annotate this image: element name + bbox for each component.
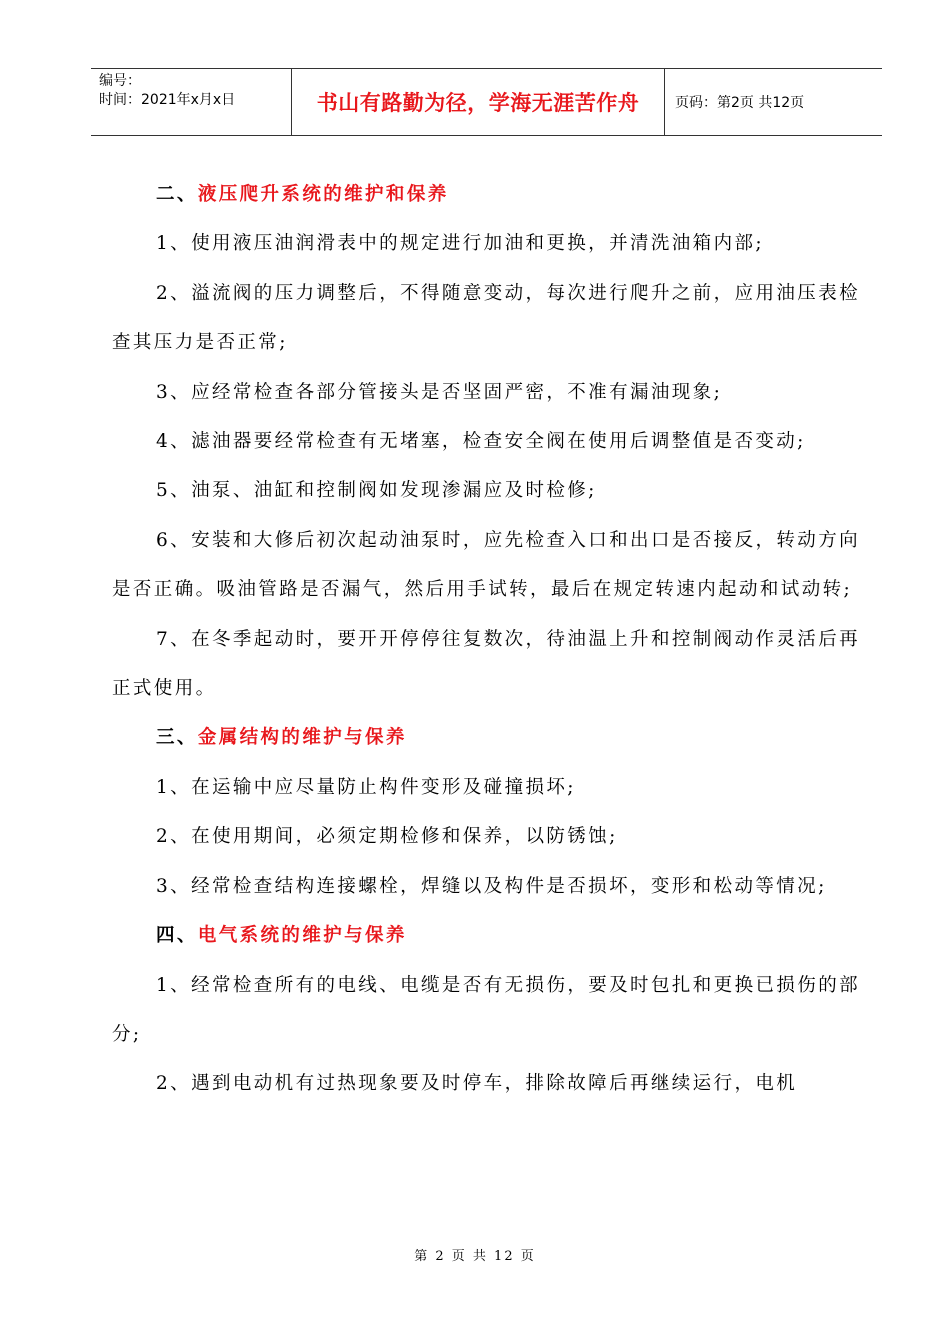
paragraph: 6、安装和大修后初次起动油泵时，应先检查入口和出口是否接反，转动方向是否正确。吸油管路是否漏气，然后用手试转，最后在规定转速内起动和试动转; <box>112 529 860 601</box>
serial-label: 编号： <box>99 73 141 89</box>
header-motto: 书山有路勤为径，学海无涯苦作舟 <box>292 69 665 135</box>
header-page-info: 页码：第2页 共12页 <box>675 95 805 111</box>
time-label: 时间：2021年x月x日 <box>99 92 236 108</box>
paragraph: 3、经常检查结构连接螺栓，焊缝以及构件是否损坏，变形和松动等情况; <box>156 875 827 897</box>
page-footer: 第 2 页 共 12 页 <box>414 1249 536 1264</box>
paragraph: 2、遇到电动机有过热现象要及时停车，排除故障后再继续运行，电机 <box>156 1073 798 1095</box>
heading-prefix: 三、 <box>156 727 198 749</box>
heading-prefix: 四、 <box>156 925 198 947</box>
heading-prefix: 二、 <box>156 184 198 205</box>
paragraph: 2、在使用期间，必须定期检修和保养，以防锈蚀; <box>156 826 618 848</box>
section-heading-4 <box>112 911 860 960</box>
header-meta <box>91 69 292 135</box>
paragraph: 1、在运输中应尽量防止构件变形及碰撞损坏; <box>156 776 576 798</box>
section-heading-3 <box>112 713 860 762</box>
document-body <box>112 170 860 1109</box>
heading-title: 液压爬升系统的维护和保养 <box>197 184 449 205</box>
paragraph: 4、滤油器要经常检查有无堵塞，检查安全阀在使用后调整值是否变动; <box>156 431 806 453</box>
paragraph: 3、应经常检查各部分管接头是否坚固严密，不准有漏油现象; <box>156 381 723 403</box>
heading-title: 金属结构的维护与保养 <box>197 727 407 749</box>
document-header <box>91 68 882 136</box>
section-heading-2 <box>112 170 860 219</box>
heading-title: 电气系统的维护与保养 <box>197 925 407 947</box>
paragraph: 1、使用液压油润滑表中的规定进行加油和更换，并清洗油箱内部; <box>156 233 765 255</box>
paragraph: 1、经常检查所有的电线、电缆是否有无损伤，要及时包扎和更换已损伤的部分; <box>112 974 860 1045</box>
paragraph: 5、油泵、油缸和控制阀如发现渗漏应及时检修; <box>156 480 597 502</box>
paragraph: 2、溢流阀的压力调整后，不得随意变动，每次进行爬升之前，应用油压表检查其压力是否正常; <box>112 282 860 354</box>
paragraph: 7、在冬季起动时，要开开停停往复数次，待油温上升和控制阀动作灵活后再正式使用。 <box>112 628 860 700</box>
